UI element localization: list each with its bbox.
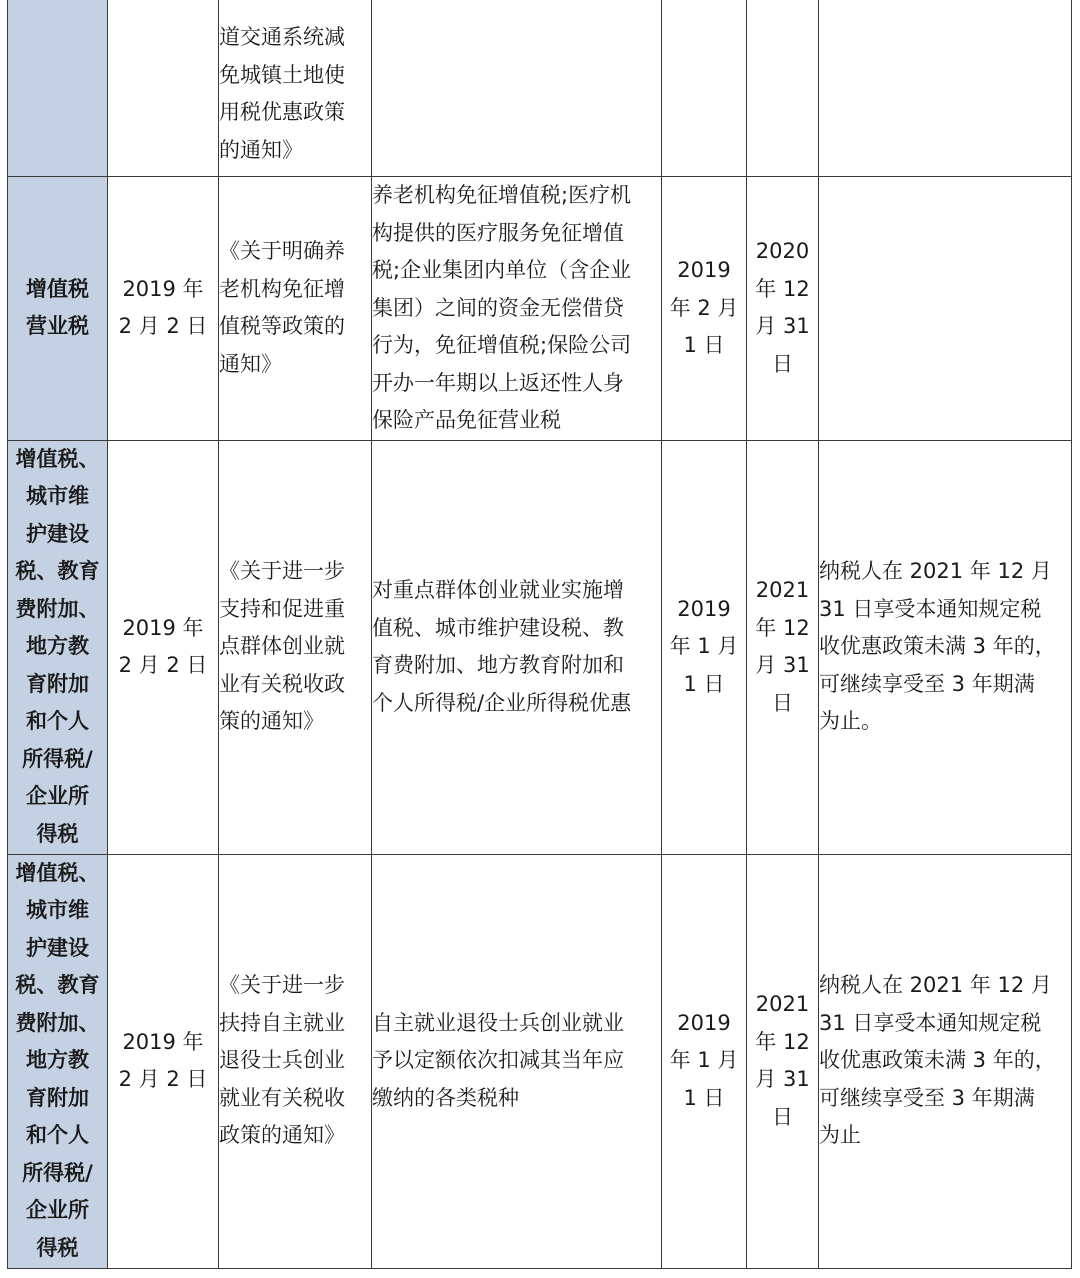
cell-text-line: 城市维 (26, 898, 89, 923)
cell-text-line: 道交通系统减 (219, 25, 345, 49)
cell-text-line: 2 月 2 日 (118, 653, 208, 677)
document-cell (219, 177, 372, 441)
cell-text-line: 通知》 (219, 351, 282, 376)
cell-text-line: 所得税/ (22, 1160, 93, 1185)
cell-text-line: 可继续享受至 3 年期满 (819, 671, 1035, 696)
cell-text-line: 免城镇土地使 (219, 62, 345, 87)
cell-text-line: 得税 (36, 1235, 79, 1260)
tax-type-cell (8, 0, 108, 177)
cell-text-line: 年 2 月 (669, 295, 739, 320)
note-cell (819, 0, 1072, 177)
content-cell (372, 440, 662, 854)
cell-text-line: 护建设 (26, 935, 89, 960)
cell-text-line: 月 31 (755, 314, 810, 339)
cell-text-line: 《关于进一步 (219, 559, 345, 584)
cell-text-line: 保险产品免征营业税 (372, 408, 561, 432)
cell-text-line: 月 31 (755, 1067, 810, 1091)
cell-text-line: 对重点群体创业就业实施增 (372, 578, 624, 602)
cell-text-line: 为止 (819, 1123, 861, 1148)
cell-text-line: 《关于进一步 (219, 973, 345, 998)
cell-text-line: 缴纳的各类税种 (372, 1085, 519, 1110)
cell-text-line: 日 (772, 690, 793, 715)
cell-text-line: 企业所 (26, 1198, 89, 1223)
cell-text-line: 政策的通知》 (219, 1123, 345, 1148)
cell-text-line: 税;企业集团内单位（含企业 (372, 258, 632, 282)
cell-text-line: 地方教 (26, 1048, 89, 1073)
table-row (8, 0, 1072, 177)
cell-text-line: 增值税、 (15, 860, 100, 885)
cell-text-line: 养老机构免征增值税;医疗机 (372, 183, 632, 207)
issue-date-cell (108, 854, 219, 1268)
cell-text-line: 增值税 (26, 276, 89, 301)
start-date-cell (662, 854, 747, 1268)
cell-text-line: 扶持自主就业 (219, 1010, 345, 1035)
cell-text-line: 2019 (677, 258, 731, 282)
start-date-cell (662, 0, 747, 177)
cell-text-line: 收优惠政策未满 3 年的， (819, 1048, 1056, 1073)
cell-text-line: 育费附加、地方教育附加和 (372, 653, 624, 677)
cell-text-line: 增值税、 (15, 446, 100, 471)
cell-text-line: 和个人 (26, 709, 89, 734)
end-date-cell (747, 0, 819, 177)
cell-text-line: 1 日 (683, 1085, 725, 1110)
start-date-cell (662, 440, 747, 854)
cell-text-line: 育附加 (26, 1085, 89, 1110)
cell-text-line: 企业所 (26, 784, 89, 809)
cell-text-line: 构提供的医疗服务免征增值 (372, 220, 624, 245)
table-body (8, 0, 1072, 1268)
end-date-cell (747, 177, 819, 441)
cell-text-line: 为止。 (819, 709, 882, 734)
table-row (8, 177, 1072, 441)
start-date-cell (662, 177, 747, 441)
cell-text-line: 可继续享受至 3 年期满 (819, 1085, 1035, 1110)
cell-text-line: 年 1 月 (669, 1048, 739, 1073)
cell-text-line: 得税 (36, 821, 79, 846)
cell-text-line: 纳税人在 2021 年 12 月 (819, 973, 1052, 998)
cell-text-line: 业有关税收政 (219, 671, 345, 696)
cell-text-line: 退役士兵创业 (219, 1048, 345, 1073)
cell-text-line: 所得税/ (22, 746, 93, 771)
cell-text-line: 年 12 (755, 615, 810, 640)
cell-text-line: 2019 年 (122, 615, 204, 640)
issue-date-cell (108, 0, 219, 177)
cell-text-line: 31 日享受本通知规定税 (819, 596, 1042, 621)
cell-text-line: 营业税 (26, 314, 89, 339)
end-date-cell (747, 440, 819, 854)
content-cell (372, 0, 662, 177)
cell-text-line: 《关于明确养 (219, 239, 345, 264)
cell-text-line: 城市维 (26, 484, 89, 509)
cell-text-line: 2 月 2 日 (118, 314, 208, 339)
cell-text-line: 2 月 2 日 (118, 1067, 208, 1091)
cell-text-line: 护建设 (26, 521, 89, 546)
end-date-cell (747, 854, 819, 1268)
cell-text-line: 2021 (755, 578, 810, 602)
cell-text-line: 年 12 (755, 276, 810, 301)
note-cell (819, 177, 1072, 441)
cell-text-line: 税、教育 (15, 973, 100, 998)
cell-text-line: 2019 年 (122, 1029, 204, 1054)
cell-text-line: 31 日享受本通知规定税 (819, 1010, 1042, 1035)
cell-text-line: 2019 (677, 596, 731, 621)
cell-text-line: 育附加 (26, 671, 89, 696)
cell-text-line: 个人所得税/企业所得税优惠 (372, 690, 632, 715)
cell-text-line: 就业有关税收 (219, 1085, 345, 1110)
cell-text-line: 纳税人在 2021 年 12 月 (819, 559, 1052, 584)
issue-date-cell (108, 440, 219, 854)
cell-text-line: 1 日 (683, 671, 725, 696)
cell-text-line: 地方教 (26, 634, 89, 659)
content-cell (372, 177, 662, 441)
cell-text-line: 税、教育 (15, 559, 100, 584)
issue-date-cell (108, 177, 219, 441)
cell-text-line: 老机构免征增 (219, 276, 345, 301)
content-cell (372, 854, 662, 1268)
cell-text-line: 行为，免征增值税;保险公司 (372, 333, 632, 357)
cell-text-line: 2020 (755, 239, 810, 264)
note-cell (819, 854, 1072, 1268)
document-cell (219, 854, 372, 1268)
note-cell (819, 440, 1072, 854)
cell-text-line: 策的通知》 (219, 709, 324, 734)
cell-text-line: 值税等政策的 (219, 314, 345, 339)
cell-text-line: 费附加、 (15, 596, 100, 621)
cell-text-line: 收优惠政策未满 3 年的， (819, 634, 1056, 659)
document-cell (219, 440, 372, 854)
cell-text-line: 年 12 (755, 1029, 810, 1054)
cell-text-line: 支持和促进重 (219, 596, 345, 621)
tax-type-cell (8, 440, 108, 854)
cell-text-line: 费附加、 (15, 1010, 100, 1035)
document-cell (219, 0, 372, 177)
cell-text-line: 日 (772, 351, 793, 376)
cell-text-line: 开办一年期以上返还性人身 (372, 370, 624, 395)
cell-text-line: 集团）之间的资金无偿借贷 (372, 295, 624, 320)
cell-text-line: 年 1 月 (669, 634, 739, 659)
cell-text-line: 予以定额依次扣减其当年应 (372, 1048, 624, 1073)
table-row (8, 854, 1072, 1268)
tax-type-cell (8, 177, 108, 441)
cell-text-line: 的通知》 (219, 137, 303, 162)
cell-text-line: 1 日 (683, 333, 725, 357)
cell-text-line: 2019 年 (122, 276, 204, 301)
cell-text-line: 2019 (677, 1010, 731, 1035)
cell-text-line: 用税优惠政策 (219, 100, 345, 124)
cell-text-line: 月 31 (755, 653, 810, 677)
cell-text-line: 2021 (755, 992, 810, 1016)
cell-text-line: 值税、城市维护建设税、教 (372, 615, 624, 640)
cell-text-line: 日 (772, 1104, 793, 1129)
cell-text-line: 自主就业退役士兵创业就业 (372, 1010, 624, 1035)
cell-text-line: 点群体创业就 (219, 634, 345, 659)
cell-text-line: 和个人 (26, 1123, 89, 1148)
table-row (8, 440, 1072, 854)
tax-policy-table (7, 0, 1072, 1269)
tax-type-cell (8, 854, 108, 1268)
